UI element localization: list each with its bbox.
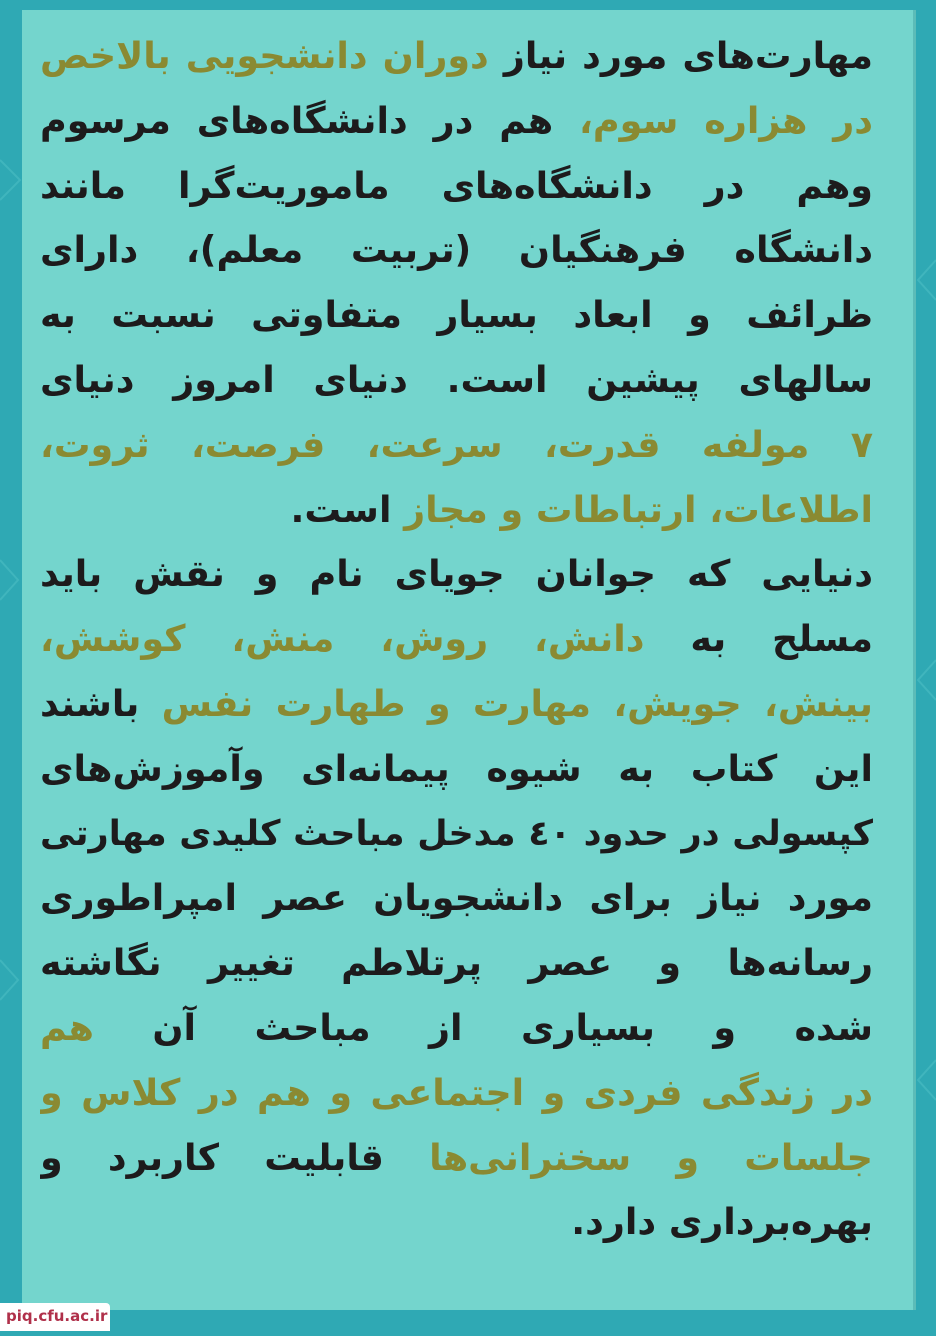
text-segment: است.: [290, 487, 405, 531]
text-segment: مهارت‌های مورد نیاز: [488, 34, 873, 77]
highlighted-phrase: بینش، جویش، مهارت و طهارت نفس: [161, 681, 873, 725]
text-segment: شده و بسیاری از مباحث آن: [93, 1005, 873, 1049]
text-line: [40, 607, 873, 672]
text-panel: [22, 10, 916, 1310]
text-line: [40, 413, 873, 478]
text-segment: دنیایی که جوانان جویای نام و نقش باید: [40, 552, 873, 596]
text-line: [40, 283, 873, 348]
text-line: [40, 89, 873, 154]
text-line: [40, 1126, 873, 1191]
highlighted-phrase: در هزاره سوم،: [579, 98, 873, 142]
text-line: [40, 802, 873, 867]
text-segment: مورد نیاز برای دانشجویان عصر امپراطوری: [40, 876, 873, 920]
text-line: [40, 672, 873, 737]
highlighted-phrase: دانش، روش، منش، کوشش،: [40, 617, 645, 661]
text-segment: باشند: [40, 681, 162, 725]
text-segment: وهم در دانشگاه‌های ماموریت‌گرا مانند: [40, 163, 873, 207]
text-line: [40, 542, 873, 607]
text-line: [40, 154, 873, 219]
text-segment: هم در دانشگاه‌های مرسوم: [40, 98, 580, 142]
text-line: [40, 24, 873, 89]
highlighted-phrase: در زندگی فردی و اجتماعی و هم در کلاس و: [40, 1070, 873, 1114]
text-line: [40, 218, 873, 283]
text-line: [40, 478, 873, 543]
text-line: [40, 737, 873, 802]
text-segment: سالهای پیشین است. دنیای امروز دنیای: [40, 357, 873, 401]
text-line: [40, 931, 873, 996]
text-segment: ظرائف و ابعاد بسیار متفاوتی نسبت به: [40, 293, 873, 337]
text-segment: بهره‌برداری دارد.: [571, 1200, 873, 1244]
highlighted-phrase: دوران دانشجویی بالاخص: [40, 34, 489, 77]
highlighted-phrase: هم: [40, 1005, 94, 1049]
highlighted-phrase: اطلاعات، ارتباطات و مجاز: [404, 487, 873, 531]
text-line: [40, 1061, 873, 1126]
highlighted-phrase: ۷ مولفه قدرت، سرعت، فرصت، ثروت،: [40, 422, 873, 466]
text-segment: این کتاب به شیوه پیمانه‌ای وآموزش‌های: [40, 746, 873, 790]
text-segment: مسلح به: [644, 617, 873, 661]
watermark-badge: [0, 1303, 110, 1331]
text-line: [40, 1190, 873, 1255]
text-segment: کپسولی در حدود ٤٠ مدخل مباحث کلیدی مهارتی: [40, 813, 873, 854]
highlighted-phrase: جلسات و سخنرانی‌ها: [429, 1135, 873, 1179]
text-line: [40, 348, 873, 413]
text-line: [40, 996, 873, 1061]
body-text: [40, 24, 873, 1255]
watermark-text: piq.cfu.ac.ir: [6, 1307, 108, 1325]
text-segment: رسانه‌ها و عصر پرتلاطم تغییر نگاشته: [40, 941, 873, 985]
text-line: [40, 866, 873, 931]
text-segment: دانشگاه فرهنگیان (تربیت معلم)، دارای: [40, 228, 873, 272]
text-segment: قابلیت کاربرد و: [40, 1135, 430, 1179]
